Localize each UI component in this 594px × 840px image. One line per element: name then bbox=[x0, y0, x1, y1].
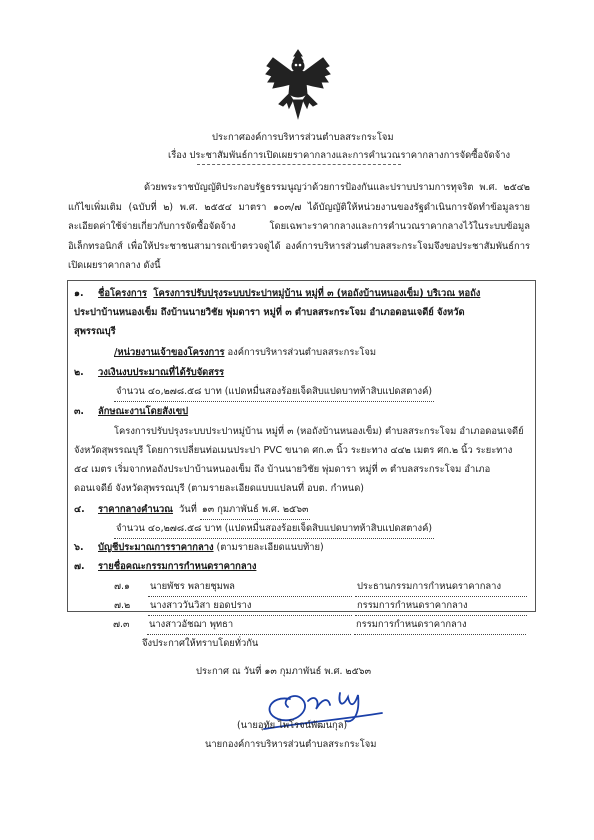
committee-member bbox=[113, 615, 526, 635]
item-1-project-line3: สุพรรณบุรี bbox=[74, 326, 116, 337]
member-name: นางสาวอัชฌา พุทธา bbox=[147, 615, 351, 635]
item-1-project-line2: ประปาบ้านหนองเข็ม ถึงบ้านนายวิชัย พุ่มดารา หมู่ที่ ๓ ตำบลสระกระโจม อำเภอดอนเจดีย์ จังหวัด bbox=[74, 307, 465, 318]
garuda-emblem-icon bbox=[265, 48, 331, 120]
scope-line3: ๕๔ เมตร เริ่มจากหอถังประปาบ้านหนองเข็ม ถึง บ้านนายวิชัย พุ่มดารา หมู่ที่ ๓ ตำบลสระกระโจม อำเภอ bbox=[74, 464, 491, 475]
item-1-project-line1: โครงการปรับปรุงระบบประปาหมู่บ้าน หมู่ที่ ๓ (หอถังบ้านหนองเข็ม) บริเวณ หอถัง bbox=[153, 288, 481, 299]
item-1-number: ๑. bbox=[74, 288, 84, 299]
item-2-amount bbox=[114, 382, 434, 402]
item-2-heading bbox=[74, 363, 224, 382]
member-role: กรรมการกำหนดราคากลาง bbox=[355, 596, 527, 616]
member-number: ๗.๑ bbox=[114, 581, 130, 592]
member-role: กรรมการกำหนดราคากลาง bbox=[354, 615, 526, 635]
closing-line: จึงประกาศให้ทราบโดยทั่วกัน bbox=[142, 638, 259, 649]
scope-line1: โครงการปรับปรุงระบบประปาหมู่บ้าน หมู่ที่ ๓ (หอถังบ้านหนองเข็ม) ตำบลสระกระโจม อำเภอดอนเจดีย์ bbox=[114, 426, 524, 437]
committee-member bbox=[114, 577, 527, 597]
intro-paragraph bbox=[68, 178, 530, 276]
item-4-heading bbox=[74, 500, 310, 520]
signer-name: (นายอุทัย ไพโรจน์พัฒนกุล) bbox=[237, 720, 348, 731]
announce-date: ประกาศ ณ วันที่ ๑๓ กุมภาพันธ์ พ.ศ. ๒๕๖๓ bbox=[196, 666, 372, 677]
item-7-heading bbox=[74, 557, 256, 576]
scope-line2: จังหวัดสุพรรณบุรี โดยการเปลี่ยนท่อเมนประปา PVC ขนาด ศก.๓ นิ้ว ระยะทาง ๔๔๒ เมตร ศก.๒ นิ้ว ระยะทาง bbox=[74, 445, 513, 456]
item-2-label: วงเงินงบประมาณที่ได้รับจัดสรร bbox=[98, 367, 225, 378]
item-7-label: รายชื่อคณะกรรมการกำหนดราคากลาง bbox=[98, 561, 257, 572]
details-box bbox=[67, 280, 536, 612]
item-6-label: บัญชีประมาณการราคากลาง bbox=[98, 542, 214, 553]
item-4-number: ๔. bbox=[74, 504, 85, 515]
item-3-number: ๓. bbox=[74, 406, 84, 417]
item-4-date-label: วันที่ bbox=[178, 504, 197, 515]
owner-label: /หน่วยงานเจ้าของโครงการ bbox=[114, 347, 225, 358]
budget-amount: จำนวน ๔๐,๒๗๘.๕๘ บาท (แปดหมื่นสองร้อยเจ็ดสิบแปดบาทห้าสิบแปดสตางค์) bbox=[114, 382, 434, 402]
subject-line: เรื่อง ประชาสัมพันธ์การเปิดเผยราคากลางและการคำนวณราคากลางการจัดซื้อจัดจ้าง bbox=[168, 150, 511, 161]
member-role: ประธานกรรมการกำหนดราคากลาง bbox=[355, 577, 527, 597]
intro-text: ด้วยพระราชบัญญัติประกอบรัฐธรรมนูญว่าด้วยการป้องกันและปราบปรามการทุจริต พ.ศ. ๒๕๔๒ แก้ไขเพิ่มเติม (ฉบับที่ ๒) พ.ศ. ๒๕๕๔ มาตรา ๑๐๓/๗ ได้บัญญัติให้หน่วยงานของรัฐดำเนินการจัดทำข้อมูลรายละเอียดค่าใช้จ่ายเกี่ยวกับการจัดซื้อจัดจ้าง โดยเฉพาะราคากลางและการคำนวณราคากลางไว้ในระบบข้อมูลอิเล็กทรอนิกส์ เพื่อให้ประชาชนสามารถเข้าตรวจดูได้ องค์การบริหารส่วนตำบลสระกระโจมจึงขอประชาสัมพันธ์การเปิดเผยราคากลาง ดังนี้ bbox=[68, 182, 530, 271]
item-2-number: ๒. bbox=[74, 367, 84, 378]
signer-position: นายกองค์การบริหารส่วนตำบลสระกระโจม bbox=[205, 739, 377, 750]
item-3-label: ลักษณะงานโดยสังเขป bbox=[98, 406, 189, 417]
item-3-heading bbox=[74, 402, 188, 421]
issuer-title: ประกาศองค์การบริหารส่วนตำบลสระกระโจม bbox=[212, 132, 394, 143]
item-1-label: ชื่อโครงการ bbox=[98, 288, 147, 299]
member-number: ๗.๓ bbox=[113, 619, 130, 630]
member-name: นายพัชร พลายชุมพล bbox=[148, 577, 352, 597]
item-4-amount bbox=[114, 519, 434, 539]
reference-price-date: ๑๓ กุมภาพันธ์ พ.ศ. ๒๕๖๓ bbox=[200, 500, 311, 520]
item-6-heading bbox=[74, 538, 324, 557]
owner-line bbox=[114, 343, 376, 362]
item-4-label: ราคากลางคำนวณ bbox=[98, 504, 174, 515]
reference-price-amount: จำนวน ๔๐,๒๗๘.๕๘ บาท (แปดหมื่นสองร้อยเจ็ดสิบแปดบาทห้าสิบแปดสตางค์) bbox=[114, 519, 434, 539]
member-number: ๗.๒ bbox=[114, 600, 131, 611]
scope-line4: ดอนเจดีย์ จังหวัดสุพรรณบุรี (ตามรายละเอียดแบบแปลนที่ อบต. กำหนด) bbox=[74, 483, 364, 494]
owner-value: องค์การบริหารส่วนตำบลสระกระโจม bbox=[227, 347, 377, 358]
item-6-note: (ตามรายละเอียดแนบท้าย) bbox=[216, 542, 324, 553]
item-7-number: ๗. bbox=[74, 561, 85, 572]
item-1-line1 bbox=[74, 284, 480, 303]
item-6-number: ๖. bbox=[74, 542, 84, 553]
header-divider bbox=[197, 164, 401, 165]
committee-member bbox=[114, 596, 527, 616]
member-name: นางสาววันวิสา ยอดปราง bbox=[148, 596, 352, 616]
